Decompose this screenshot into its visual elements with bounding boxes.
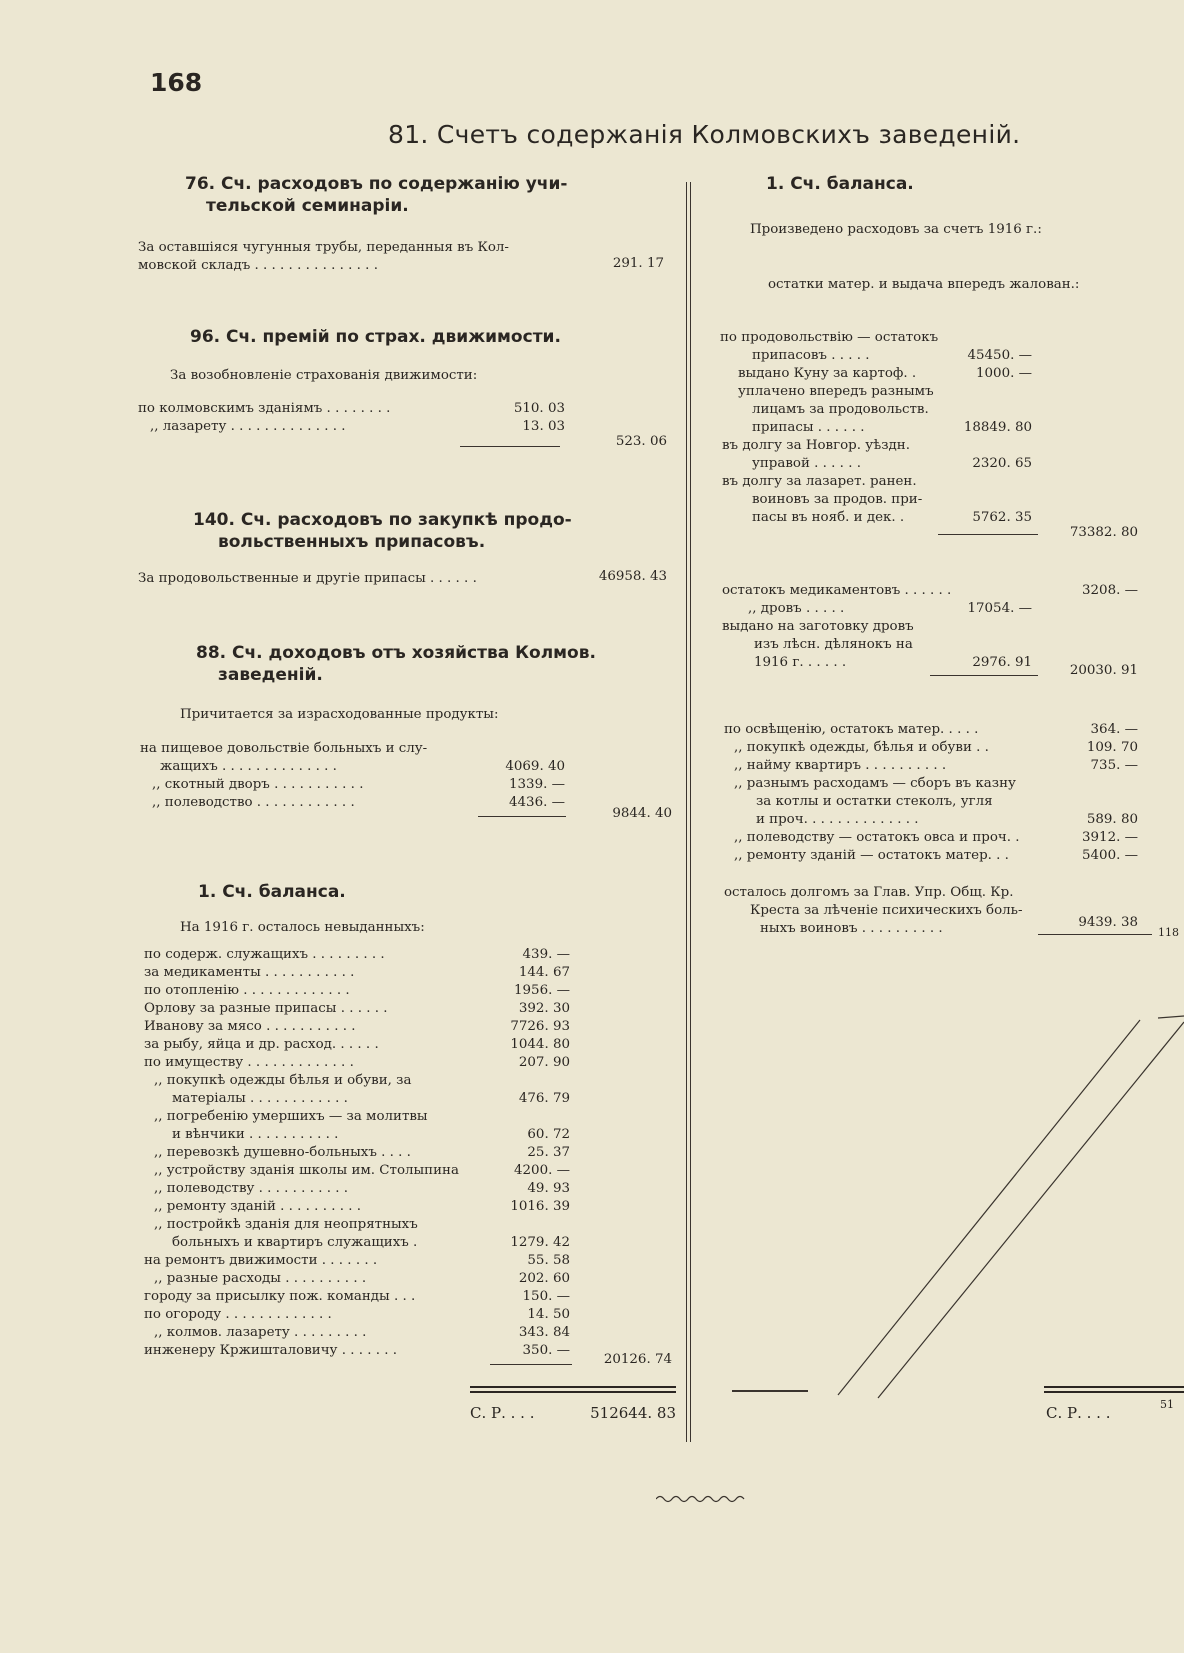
balance-row-value: 7726. 93 <box>510 1019 570 1034</box>
right-row-value: 2976. 91 <box>972 655 1032 670</box>
right-row-label: ,, найму квартиръ . . . . . . . . . . <box>734 758 947 773</box>
right-debt-line: Креста за лѣченіе психическихъ боль- <box>750 903 1023 918</box>
balance-row-value: 343. 84 <box>518 1325 570 1340</box>
section-96-intro: За возобновленіе страхованія движимости: <box>170 368 478 383</box>
section-76-text: За оставшіяся чугунныя трубы, переданныя въ Кол- <box>138 240 509 255</box>
balance-row-label: и вѣнчики . . . . . . . . . . . <box>172 1127 339 1142</box>
page-title: 81. Счетъ содержанія Колмовскихъ заведеній. <box>388 120 1021 149</box>
right-row-label: 1916 г. . . . . . <box>754 655 847 670</box>
ornament-wave <box>656 1497 744 1502</box>
balance-row-label: на ремонтъ движимости . . . . . . . <box>144 1253 378 1268</box>
balance-row-label: по отопленію . . . . . . . . . . . . . <box>144 983 350 998</box>
right-balance-intro-2: остатки матер. и выдача впередъ жалован.: <box>768 277 1080 292</box>
right-row-value: 109. 70 <box>1086 740 1138 755</box>
right-carry-label: С. Р. . . . <box>1046 1404 1111 1422</box>
section-88-row-label: ,, полеводство . . . . . . . . . . . . <box>152 795 355 810</box>
balance-row-value: 207. 90 <box>518 1055 570 1070</box>
right-row-label: остатокъ медикаментовъ . . . . . . <box>722 583 952 598</box>
section-88-intro: Причитается за израсходованные продукты: <box>180 707 499 722</box>
right-medicaments-value: 3208. — <box>1082 583 1138 598</box>
balance-row-value: 1016. 39 <box>510 1199 570 1214</box>
right-row-label: по продовольствію — остатокъ <box>720 330 939 345</box>
balance-row-value: 25. 37 <box>527 1145 570 1160</box>
right-row-label: уплачено впередъ разнымъ <box>738 384 934 399</box>
right-row-label: припасы . . . . . . <box>752 420 865 435</box>
column-divider <box>686 182 687 1442</box>
right-row-value: 364. — <box>1090 722 1138 737</box>
section-1-intro: На 1916 г. осталось невыданныхъ: <box>180 920 425 935</box>
balance-row-value: 60. 72 <box>527 1127 570 1142</box>
balance-row-label: ,, колмов. лазарету . . . . . . . . . <box>154 1325 367 1340</box>
column-divider-inner <box>690 182 691 1442</box>
balance-row-label: Иванову за мясо . . . . . . . . . . . <box>144 1019 356 1034</box>
section-96-heading: 96. Сч. премій по страх. движимости. <box>190 327 561 347</box>
right-row-value: 17054. — <box>967 601 1032 616</box>
right-row-label: изъ лѣсн. дѣлянокъ на <box>754 637 913 652</box>
balance-row-value: 49. 93 <box>527 1181 570 1196</box>
right-row-value: 5762. 35 <box>972 510 1032 525</box>
balance-row-value: 392. 30 <box>518 1001 570 1016</box>
section-88-row-label: ,, скотный дворъ . . . . . . . . . . . <box>152 777 364 792</box>
right-row-label: выдано на заготовку дровъ <box>722 619 914 634</box>
fill-line <box>878 1022 1184 1398</box>
right-row-label: ,, разнымъ расходамъ — сборъ въ казну <box>734 776 1016 791</box>
balance-row-label: по имуществу . . . . . . . . . . . . . <box>144 1055 354 1070</box>
section-88-heading-cont: заведеній. <box>218 665 323 685</box>
balance-row-value: 14. 50 <box>527 1307 570 1322</box>
right-row-value: 1000. — <box>976 366 1032 381</box>
left-double-rule-bottom <box>470 1391 676 1393</box>
right-balance-intro: Произведено расходовъ за счетъ 1916 г.: <box>750 222 1042 237</box>
right-row-label: ,, полеводству — остатокъ овса и проч. . <box>734 830 1020 845</box>
section-88-row-label: на пищевое довольствіе больныхъ и слу- <box>140 741 428 756</box>
left-carry-label: С. Р. . . . <box>470 1404 535 1422</box>
right-row-label: ,, покупкѣ одежды, бѣлья и обуви . . <box>734 740 989 755</box>
section-76-total: 291. 17 <box>612 256 664 271</box>
section-76-heading: 76. Сч. расходовъ по содержанію учи- <box>185 174 568 194</box>
page-number: 168 <box>150 68 203 97</box>
balance-row-label: больныхъ и квартиръ служащихъ . <box>172 1235 418 1250</box>
right-carry-value: 51 <box>1160 1398 1174 1411</box>
tail-ornament <box>656 1494 748 1504</box>
section-76-text-cont: мовской складъ . . . . . . . . . . . . . . . <box>138 258 378 273</box>
right-balance-heading: 1. Сч. баланса. <box>766 174 914 194</box>
balance-row-label: за рыбу, яйца и др. расход. . . . . . <box>144 1037 379 1052</box>
section-96-row-label: по колмовскимъ зданіямъ . . . . . . . . <box>138 401 391 416</box>
right-footer-rule-left <box>732 1390 808 1392</box>
balance-row-label: ,, полеводству . . . . . . . . . . . <box>154 1181 349 1196</box>
right-margin-note: 118 <box>1158 926 1179 939</box>
right-group2-total: 20030. 91 <box>1069 663 1138 678</box>
section-96-row-label: ,, лазарету . . . . . . . . . . . . . . <box>150 419 346 434</box>
right-row-label: припасовъ . . . . . <box>752 348 870 363</box>
right-debt-line: осталось долгомъ за Глав. Упр. Общ. Кр. <box>724 885 1014 900</box>
right-row-value: 5400. — <box>1082 848 1138 863</box>
right-row-label: ,, дровъ . . . . . <box>748 601 845 616</box>
right-debt-line: ныхъ воиновъ . . . . . . . . . . <box>760 921 943 936</box>
balance-row-value: 1279. 42 <box>510 1235 570 1250</box>
right-group1-rule <box>938 534 1038 535</box>
right-row-label: управой . . . . . . <box>752 456 861 471</box>
section-88-row-value: 4436. — <box>509 795 565 810</box>
balance-row-label: ,, покупкѣ одежды бѣлья и обуви, за <box>154 1073 412 1088</box>
right-row-label: въ долгу за лазарет. ранен. <box>722 474 917 489</box>
balance-row-label: ,, погребенію умершихъ — за молитвы <box>154 1109 428 1124</box>
right-row-label: въ долгу за Новгор. уѣздн. <box>722 438 910 453</box>
balance-row-value: 1956. — <box>514 983 570 998</box>
right-row-value: 2320. 65 <box>972 456 1032 471</box>
section-88-row-label: жащихъ . . . . . . . . . . . . . . <box>160 759 337 774</box>
balance-row-value: 202. 60 <box>518 1271 570 1286</box>
balance-row-label: ,, ремонту зданій . . . . . . . . . . <box>154 1199 362 1214</box>
section-88-row-value: 1339. — <box>509 777 565 792</box>
section-88-row-value: 4069. 40 <box>505 759 565 774</box>
balance-row-value: 150. — <box>522 1289 570 1304</box>
balance-row-value: 439. — <box>522 947 570 962</box>
section-140-heading-cont: вольственныхъ припасовъ. <box>218 532 486 552</box>
balance-row-value: 4200. — <box>514 1163 570 1178</box>
right-row-label: воиновъ за продов. при- <box>752 492 923 507</box>
balance-row-label: ,, постройкѣ зданія для неопрятныхъ <box>154 1217 418 1232</box>
section-1-total: 20126. 74 <box>603 1352 672 1367</box>
fill-line <box>838 1020 1140 1395</box>
balance-row-value: 55. 58 <box>527 1253 570 1268</box>
balance-row-label: инженеру Кржиштaловичу . . . . . . . <box>144 1343 398 1358</box>
blank-fill-lines <box>820 1010 1184 1410</box>
right-row-value: 45450. — <box>967 348 1032 363</box>
balance-row-value: 350. — <box>522 1343 570 1358</box>
right-debt-rule <box>1038 934 1152 935</box>
balance-row-label: по огороду . . . . . . . . . . . . . <box>144 1307 332 1322</box>
section-88-subtotal-rule <box>478 816 566 817</box>
section-76-heading-cont: тельской семинаріи. <box>206 196 409 216</box>
right-row-value: 735. — <box>1090 758 1138 773</box>
balance-row-label: по содерж. служащихъ . . . . . . . . . <box>144 947 385 962</box>
section-88-heading: 88. Сч. доходовъ отъ хозяйства Колмов. <box>196 643 596 663</box>
section-140-text: За продовольственные и другіе припасы . . . . . . <box>138 571 477 586</box>
balance-row-label: ,, разные расходы . . . . . . . . . . <box>154 1271 367 1286</box>
right-row-label: по освѣщенію, остатокъ матер. . . . . <box>724 722 979 737</box>
left-double-rule-top <box>470 1386 676 1388</box>
balance-row-label: ,, устройству зданія школы им. Столыпина <box>154 1163 459 1178</box>
right-row-label: за котлы и остатки стеколъ, угля <box>756 794 993 809</box>
balance-row-label: матеріалы . . . . . . . . . . . . <box>172 1091 348 1106</box>
right-row-label: лицамъ за продовольств. <box>752 402 929 417</box>
right-footer-double-bottom <box>1044 1391 1184 1393</box>
balance-row-value: 476. 79 <box>518 1091 570 1106</box>
right-group1-total: 73382. 80 <box>1069 525 1138 540</box>
section-96-row-value: 510. 03 <box>513 401 565 416</box>
right-row-label: ,, ремонту зданій — остатокъ матер. . . <box>734 848 1009 863</box>
right-debt-value: 9439. 38 <box>1078 915 1138 930</box>
section-96-row-value: 13. 03 <box>522 419 565 434</box>
section-140-total: 46958. 43 <box>598 569 667 584</box>
section-96-subtotal-rule <box>460 446 560 447</box>
section-140-heading: 140. Сч. расходовъ по закупкѣ продо- <box>193 510 572 530</box>
right-group2-rule <box>930 675 1038 676</box>
balance-row-label: ,, перевозкѣ душевно-больныхъ . . . . <box>154 1145 411 1160</box>
balance-row-value: 144. 67 <box>518 965 570 980</box>
right-row-value: 18849. 80 <box>963 420 1032 435</box>
right-row-value: 589. 80 <box>1086 812 1138 827</box>
right-row-label: выдано Куну за картоф. . <box>738 366 917 381</box>
balance-row-label: за медикаменты . . . . . . . . . . . <box>144 965 355 980</box>
section-88-total: 9844. 40 <box>612 806 672 821</box>
right-footer-double-top <box>1044 1386 1184 1388</box>
section-1-subtotal-rule <box>490 1364 572 1365</box>
right-row-label: пасы въ нояб. и дек. . <box>752 510 905 525</box>
right-row-label: и проч. . . . . . . . . . . . . . <box>756 812 919 827</box>
balance-row-value: 1044. 80 <box>510 1037 570 1052</box>
balance-row-label: Орлову за разные припасы . . . . . . <box>144 1001 388 1016</box>
right-row-value: 3912. — <box>1082 830 1138 845</box>
section-1-heading: 1. Сч. баланса. <box>198 882 346 902</box>
balance-row-label: городу за присылку пож. команды . . . <box>144 1289 416 1304</box>
left-carry-value: 512644. 83 <box>590 1404 676 1422</box>
section-96-total: 523. 06 <box>615 434 667 449</box>
fill-line <box>1158 1016 1184 1018</box>
